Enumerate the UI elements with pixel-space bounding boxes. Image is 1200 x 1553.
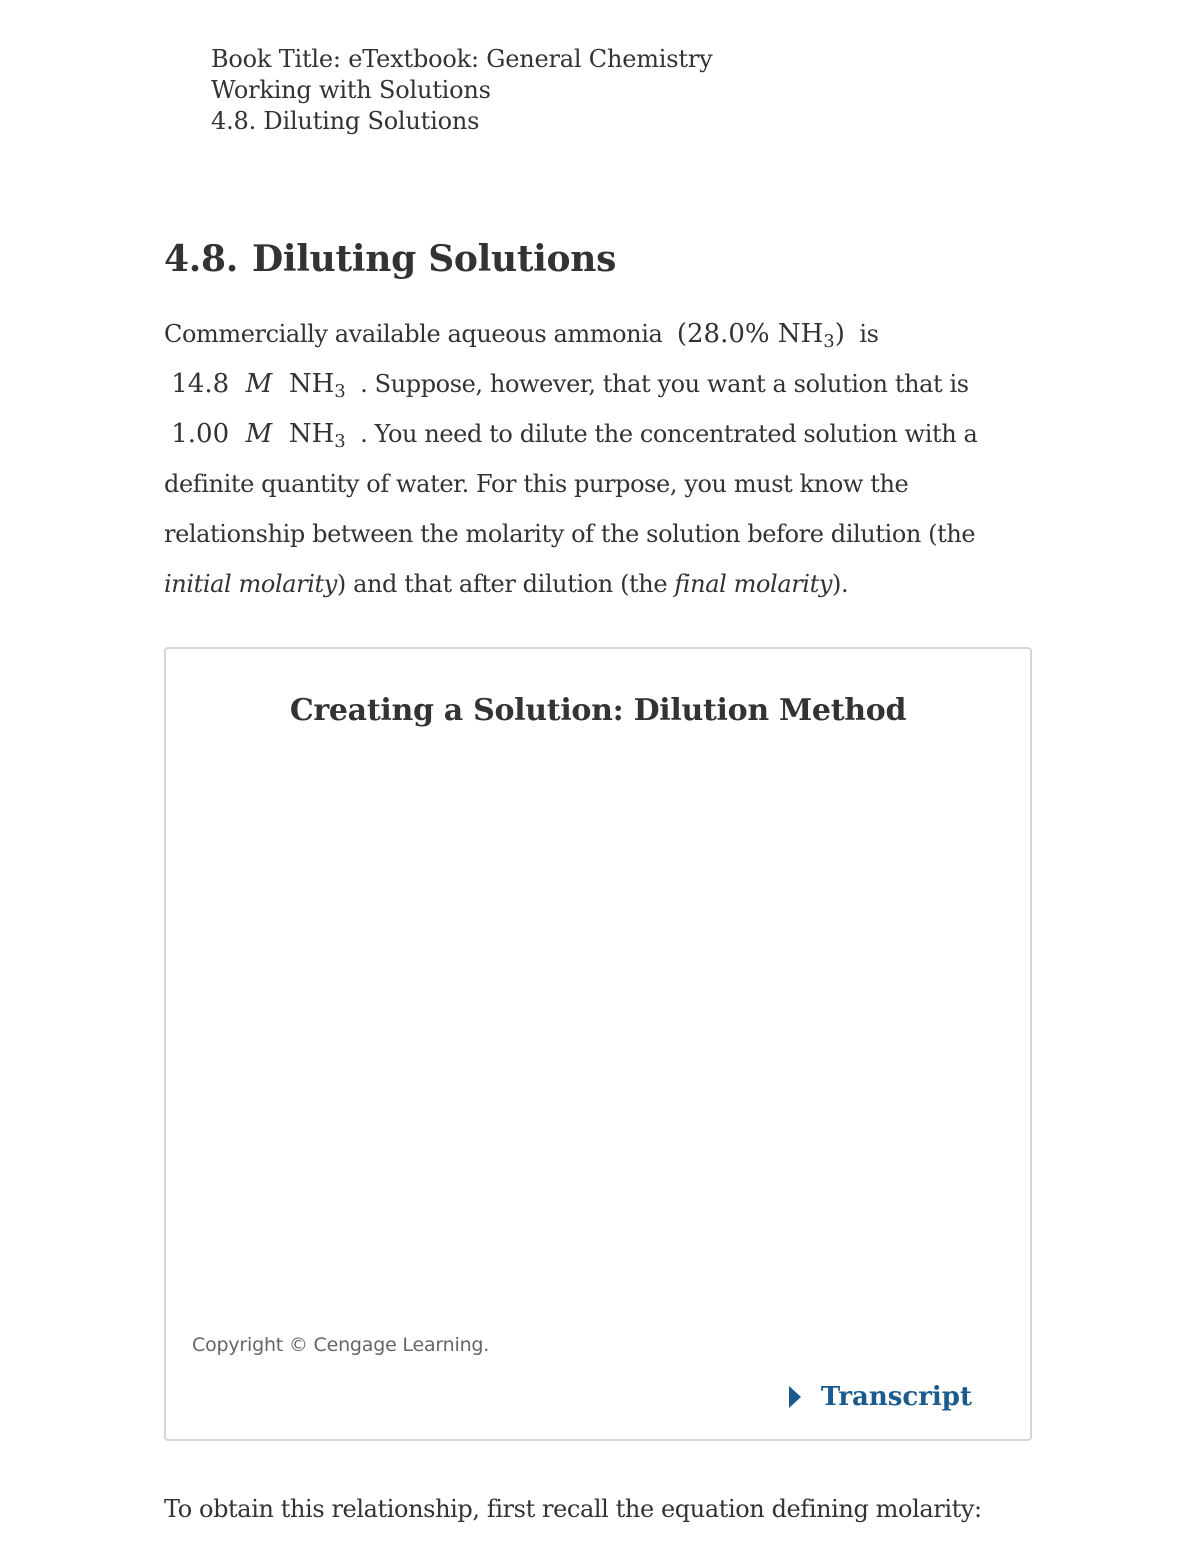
video-player[interactable] [190,759,1006,1319]
intro-line-5: relationship between the molarity of the solution before dilution (the [164,520,976,548]
breadcrumb-section: 4.8. Diluting Solutions [211,107,480,135]
video-title: Creating a Solution: Dilution Method [289,693,907,728]
breadcrumb-chapter: Working with Solutions [211,76,491,104]
math-concentration-initial: 14.8 M $NH_3$ [171,369,346,402]
breadcrumb-book-title: Book Title: eTextbook: General Chemistry [211,45,713,73]
transcript-label: Transcript [820,1382,972,1412]
follow-paragraph: To obtain this relationship, first recall the equation defining molarity: [164,1495,982,1523]
caret-right-icon [789,1386,801,1408]
intro-line-6: initial molarity) and that after dilution (the final molarity). [164,570,849,598]
math-concentration-final: 1.00 M $NH_3$ [171,419,346,452]
intro-line-2: 14.8 M $NH_3$ . Suppose, however, that you want a solution that is [171,369,969,402]
intro-line-3: 1.00 M $NH_3$ . You need to dilute the concentrated solution with a [171,419,978,452]
section-number: 4.8. [164,238,238,280]
intro-text: Commercially available aqueous ammonia [164,320,663,348]
intro-line-1: Commercially available aqueous ammonia (28.0% $NH_3$) is [164,319,879,352]
math-ammonia-percent: (28.0% $NH_3$) [676,319,845,352]
section-title-text: Diluting Solutions [251,238,617,280]
intro-line-4: definite quantity of water. For this purpose, you must know the [164,470,909,498]
video-container [164,647,1032,1441]
copyright-notice: Copyright © Cengage Learning. [192,1334,490,1356]
breadcrumb [211,44,712,137]
intro-paragraph [164,309,1014,609]
term-final-molarity: final molarity [674,570,832,598]
transcript-toggle[interactable] [789,1379,972,1415]
term-initial-molarity: initial molarity [164,570,337,598]
section-title [164,234,616,284]
